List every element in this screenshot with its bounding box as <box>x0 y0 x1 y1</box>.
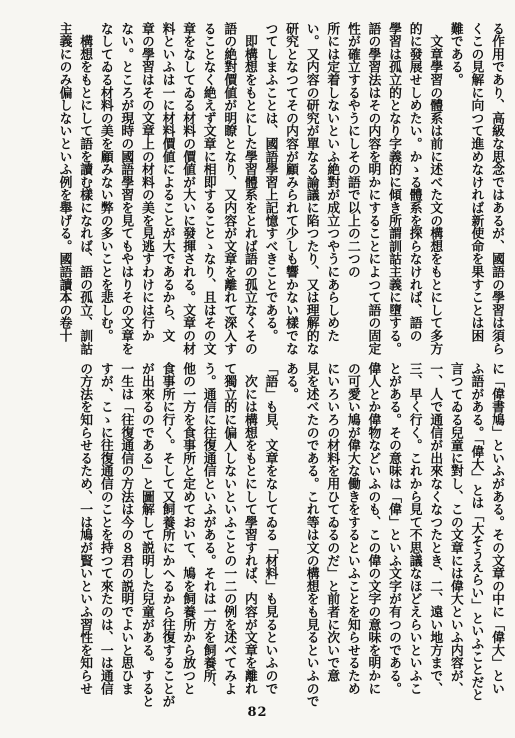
text-column: 語の學習法はその内容を明かにすることによつて語の固定 <box>365 22 381 355</box>
text-column: 所には定着しないといふ絶對が成立つやうにあらしめた <box>324 22 340 342</box>
text-column: 的に發展せしめたい。かゝる體系を探らなければ、語の <box>406 22 422 342</box>
text-column: つてしまふことは、國語學習上記憶すべきことである。 <box>262 22 278 342</box>
text-column: ない。ところが現時の國語學習を見てもやはりその文章を <box>118 22 134 355</box>
text-column: 次には構想をもとにして學習すれば、内容が文章を離れ <box>241 362 257 695</box>
text-column: 即構想をもとにした學習體系をとれば語の孤立なくその <box>241 22 257 355</box>
text-column: て獨立的に偏入しないといふことの一二の例を述べてみよ <box>221 362 237 695</box>
text-column: 文章學習の體系は前に述べた文の構想をもとにして多方 <box>427 22 443 355</box>
page-number: 82 <box>247 705 268 720</box>
text-column: い。又内容の研究が單なる論議に陷つたり、又は理解的な <box>303 22 319 355</box>
text-column: なしてゐる材料の美を顧みない弊の多いことを悲しむ。 <box>97 22 113 342</box>
text-column: 性が確立するやうにしその語で以上の二つの <box>344 22 360 278</box>
text-column: 見を述べたのである。これ等は文の構想をも見るといふので <box>303 362 319 708</box>
text-column: に「偉書鳩」といふがある。その文章の中に「偉大」とい <box>489 362 504 695</box>
text-column: 食事所に行く。そして又飼養所にかへるから往復することが <box>159 362 175 708</box>
text-column: とがある。その意味は「偉」といふ文字が有つのである。 <box>386 362 402 695</box>
text-column: 難である。 <box>447 22 463 86</box>
text-column: 章をなしてゐる材料の價値が大いに發揮される。文章の材 <box>180 22 196 355</box>
text-column: ふ語がある。「偉大」とは「大そうえらい」といふことだと <box>468 362 484 702</box>
text-column: の方法を知らせるため、一は鳩が賢いといふ習性を知らせ <box>77 362 93 695</box>
text-column: の可愛い鳩が偉大な働きをするといふことを知らせるため <box>344 362 360 695</box>
text-column: 他の一方を食事所と定めておいて、鳩を飼養所から放つと <box>180 362 196 695</box>
text-column: 一生は「往復通信の方法は今の８君の説明でよいと思ひま <box>118 362 134 695</box>
text-column: る作用であり、高級な思念ではあるが、國語の學習は須ら <box>489 22 504 355</box>
text-column: 偉人とか偉物などいふのも、この偉の文字の意味を明かに <box>365 362 381 695</box>
lower-text-block <box>11 362 506 708</box>
text-column: ある。 <box>283 362 299 401</box>
text-column: 語の絶對價値が明瞭となり、又内容が文章を離れて深入す <box>221 22 237 355</box>
text-column: ることなく絶えず文章に相即することゝなり、且はその文 <box>200 22 216 355</box>
text-column: 構想をもとにして語を讀む樣になれば、語の孤立、訓詁 <box>77 22 93 355</box>
text-column: 言つてゐる兒童に對し、この文章には偉大といふ内容が、 <box>447 362 463 695</box>
text-column: 學習は孤立的となり字義的に傾き所謂訓詁主義に墮する。 <box>386 22 402 355</box>
text-column: くこの見解に向つて進めなければ新使命を果すことは困 <box>468 22 484 342</box>
text-column: 一、人で通信が出來なくなつたとき、二、遠い地方まで、 <box>427 362 443 695</box>
text-column: う。通信に往復通信といふがある。それは一方を飼養所、 <box>200 362 216 695</box>
text-column: 「語」も見、文章をなしてゐる「材料」も見るといふので <box>262 362 278 695</box>
text-column: にいろいろの材料を用ひてゐるのだ」と前者に次いで意 <box>324 362 340 682</box>
text-column: すが、こゝに往復通信のことを持つて來たのは、一は通信 <box>97 362 113 695</box>
text-column: 料といふは一に材料價値によることが大であるから、文 <box>159 22 175 342</box>
text-column: 研究となつてその内容が顧みられて少しも響かない樣でな <box>283 22 299 355</box>
text-column: 三、早く行く。これから見て不思議なほどえらいといふこ <box>406 362 422 695</box>
text-column: 主義にのみ偏しないといふ例を舉げる。國語讀本の卷十 <box>56 22 72 342</box>
text-column: が出來るのである」と圖解して説明した兒童がある。すると <box>138 362 154 708</box>
text-column: 章の學習はその文章上の材料の美を見逃すわけには行か <box>138 22 154 342</box>
upper-text-block <box>11 22 506 355</box>
